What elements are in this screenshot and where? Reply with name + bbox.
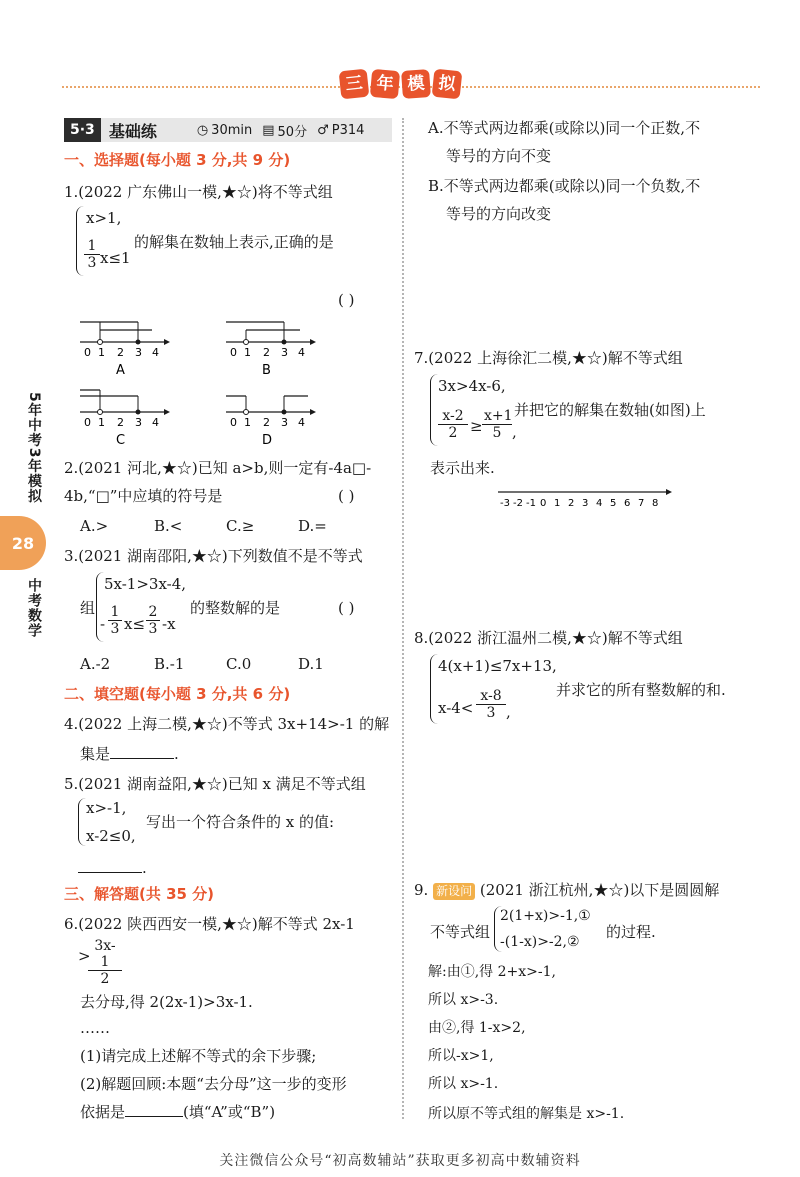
q6-fraction — [88, 938, 122, 987]
brand-char: 模 — [401, 69, 431, 99]
q3-desc: 的整数解的是 — [190, 599, 281, 617]
answer-key-icon: ♂ — [317, 122, 329, 138]
q7-number-line — [496, 486, 676, 510]
q7-tick-labels — [500, 498, 658, 509]
side-book-title: 5年中考3年模拟 — [26, 392, 42, 504]
q6-dots: …… — [80, 1019, 110, 1037]
q9-step6: 所以原不等式组的解集是 x>-1. — [428, 1106, 625, 1122]
q9-step3: 由②,得 1-x>2, — [428, 1020, 526, 1036]
tick-label: 0 — [230, 416, 237, 429]
q8-tail: 并求它的所有整数解的和. — [556, 681, 726, 699]
right-option-b-line1: B.不等式两边都乘(或除以)同一个负数,不 — [428, 177, 701, 195]
tick-label: 1 — [98, 346, 105, 359]
frac-den: 3 — [486, 705, 496, 721]
q3-option-a: A.-2 — [80, 655, 111, 673]
q9-sys1: 2(1+x)>-1,① — [500, 908, 591, 924]
q6-answer-blank[interactable] — [125, 1103, 183, 1117]
q5-answer-blank[interactable] — [78, 859, 142, 873]
q9-lead: (2021 浙江杭州,★☆)以下是圆圆解 — [479, 881, 720, 899]
page-ref-value: P314 — [331, 122, 365, 138]
frac-num: 2 — [146, 604, 160, 621]
q9-step5: 所以 x>-1. — [428, 1076, 499, 1092]
option-d-numberline — [226, 396, 316, 448]
q3-sys1: 5x-1>3x-4, — [104, 575, 187, 593]
q7-tail: 并把它的解集在数轴(如图)上 — [514, 401, 706, 419]
q3-line1: 3.(2021 湖南邵阳,★☆)下列数值不是不等式 — [64, 547, 363, 565]
q1-lead: 1.(2022 广东佛山一模,★☆)将不等式组 — [64, 183, 333, 201]
q1-line2: x≤1 — [100, 249, 131, 267]
q9-step1: 解:由①,得 2+x>-1, — [428, 964, 556, 980]
tick-label: -1 — [526, 498, 536, 509]
q6-sub3 — [80, 1102, 275, 1122]
frac-den: 3 — [148, 621, 158, 637]
tick-label: 1 — [554, 498, 561, 509]
frac-den: 5 — [492, 425, 502, 441]
tick-label: 4 — [152, 416, 159, 429]
q3-option-c: C.0 — [226, 655, 252, 673]
option-label: C — [116, 433, 126, 448]
score-value: 50分 — [277, 124, 308, 140]
option-b-numberline — [226, 322, 316, 378]
q1-desc: 的解集在数轴上表示,正确的是 — [134, 233, 334, 251]
section-page-ref — [317, 123, 364, 138]
part3-heading: 三、解答题(共 35 分) — [64, 885, 215, 903]
tick-label: 0 — [84, 346, 91, 359]
q9-sys2: -(1-x)>-2,② — [500, 934, 580, 950]
frac-num: 1 — [108, 604, 122, 621]
clock-icon: ◷ — [196, 122, 209, 138]
q8-sys2: x-4< — [438, 699, 474, 717]
q4-line1: 4.(2022 上海二模,★☆)不等式 3x+14>-1 的解 — [64, 715, 390, 733]
option-label: B — [262, 363, 271, 378]
q9-line1 — [414, 880, 719, 900]
option-label: D — [262, 433, 273, 448]
tick-label: 3 — [582, 498, 589, 509]
q8-brace — [430, 654, 438, 724]
q3-x-le: x≤ — [124, 615, 146, 633]
tick-label: 5 — [610, 498, 617, 509]
tick-label: 2 — [117, 346, 124, 359]
frac-num: 1 — [84, 238, 100, 255]
q1-number-lines — [74, 310, 374, 450]
brand-logo — [340, 70, 461, 98]
score-icon: ▤ — [262, 122, 275, 138]
tick-label: 3 — [281, 346, 288, 359]
right-option-b-line2: 等号的方向改变 — [446, 205, 552, 223]
page-number-tab — [0, 516, 46, 570]
q2-option-a: A.> — [80, 517, 109, 535]
tick-label: 0 — [84, 416, 91, 429]
time-value: 30min — [211, 122, 253, 138]
q3-option-d: D.1 — [298, 655, 324, 673]
part1-heading: 一、选择题(每小题 3 分,共 9 分) — [64, 151, 291, 169]
q3-minus-x: -x — [162, 615, 176, 633]
right-option-a-line2: 等号的方向不变 — [446, 147, 552, 165]
tick-label: 2 — [263, 416, 270, 429]
q2-option-d: D.= — [298, 517, 327, 535]
q7-frac-right — [482, 408, 512, 441]
footer-note: 关注微信公众号“初高数辅站”获取更多初高中数辅资料 — [219, 1153, 581, 1169]
q3-answer-paren: ( ) — [338, 599, 355, 617]
q9-step4: 所以-x>1, — [428, 1048, 494, 1064]
q5-sys2: x-2≤0, — [86, 827, 136, 845]
q7-brace — [430, 374, 438, 446]
tick-label: 1 — [244, 346, 251, 359]
tick-label: 4 — [298, 416, 305, 429]
section-score — [262, 121, 307, 140]
q8-fraction — [476, 688, 506, 721]
frac-den: 2 — [100, 971, 110, 987]
option-label: A — [116, 363, 125, 378]
tick-label: -3 — [500, 498, 510, 509]
q9-suffix: 的过程. — [606, 923, 656, 941]
section-title: 基础练 — [108, 121, 157, 141]
tick-label: 0 — [540, 498, 547, 509]
frac-den: 2 — [448, 425, 458, 441]
q7-comma: , — [512, 423, 517, 441]
section-badge: 5·3 — [64, 118, 101, 142]
q8-line1: 8.(2022 浙江温州二模,★☆)解不等式组 — [414, 629, 683, 647]
q3-frac-a — [108, 604, 122, 637]
brand-char: 三 — [339, 69, 370, 100]
q5-answer-line: . — [78, 858, 147, 878]
q4-line2: 集是 . — [80, 745, 179, 763]
q5-line1: 5.(2021 湖南益阳,★☆)已知 x 满足不等式组 — [64, 775, 366, 793]
frac-num: x+1 — [484, 408, 513, 424]
section-time — [197, 123, 252, 138]
q2-option-b: B.< — [154, 517, 183, 535]
column-divider — [402, 118, 404, 1119]
q7-line3: 表示出来. — [430, 459, 495, 477]
q7-frac-left — [438, 408, 468, 441]
q9-step2: 所以 x>-3. — [428, 992, 499, 1008]
option-c-numberline — [80, 390, 170, 448]
brand-char: 年 — [370, 69, 400, 99]
q9-prefix: 不等式组 — [430, 923, 491, 941]
q2-line2: 4b,“□”中应填的符号是 — [64, 487, 223, 505]
q5-brace — [78, 798, 86, 846]
brand-char: 拟 — [432, 69, 463, 100]
q2-line1: 2.(2021 河北,★☆)已知 a>b,则一定有-4a□- — [64, 459, 372, 477]
tick-label: 4 — [298, 346, 305, 359]
tick-label: 8 — [652, 498, 659, 509]
part2-heading: 二、填空题(每小题 3 分,共 6 分) — [64, 685, 291, 703]
option-a-numberline — [80, 322, 170, 378]
q8-comma: , — [506, 703, 511, 721]
tick-label: 2 — [568, 498, 575, 509]
q1-brace — [76, 206, 84, 276]
q7-line1: 7.(2022 上海徐汇二模,★☆)解不等式组 — [414, 349, 683, 367]
new-question-tag: 新设问 — [433, 883, 475, 900]
tick-label: 3 — [281, 416, 288, 429]
frac-num: x-8 — [476, 688, 506, 705]
q3-minus: - — [100, 615, 106, 633]
tick-label: 1 — [98, 416, 105, 429]
tick-label: -2 — [513, 498, 523, 509]
q1-line1: x>1, — [86, 209, 122, 227]
tick-label: 6 — [624, 498, 631, 509]
q2-answer-paren: ( ) — [338, 487, 355, 505]
q7-ge: ≥ — [470, 417, 483, 435]
tick-label: 2 — [117, 416, 124, 429]
q1-answer-paren: ( ) — [338, 291, 355, 309]
tick-label: 4 — [596, 498, 603, 509]
tick-label: 3 — [135, 416, 142, 429]
q1-fraction — [84, 238, 100, 271]
q6-line1: 6.(2022 陕西西安一模,★☆)解不等式 2x-1 — [64, 915, 355, 933]
q5-sys1: x>-1, — [86, 799, 127, 817]
q4-label: 集是 — [80, 745, 111, 763]
q6-sub3-hint: (填“A”或“B”) — [183, 1103, 276, 1121]
q3-prefix: 组 — [80, 599, 96, 617]
q2-option-c: C.≥ — [226, 517, 255, 535]
frac-num: x-2 — [438, 408, 468, 425]
q9-number: 9. — [414, 881, 429, 899]
side-subject: 中考数学 — [26, 578, 42, 638]
q5-tail: 写出一个符合条件的 x 的值: — [146, 813, 335, 831]
q6-sub1: (1)请完成上述解不等式的余下步骤; — [80, 1047, 317, 1065]
tick-label: 1 — [244, 416, 251, 429]
q8-sys1: 4(x+1)≤7x+13, — [438, 657, 557, 675]
tick-label: 2 — [263, 346, 270, 359]
right-option-a-line1: A.不等式两边都乘(或除以)同一个正数,不 — [428, 119, 701, 137]
tick-label: 3 — [135, 346, 142, 359]
page-number: 28 — [11, 533, 35, 553]
q6-step: 去分母,得 2(2x-1)>3x-1. — [80, 993, 253, 1011]
q6-sub3-label: 依据是 — [80, 1103, 126, 1121]
tick-label: 7 — [638, 498, 645, 509]
frac-den: 3 — [110, 621, 120, 637]
tick-label: 0 — [230, 346, 237, 359]
frac-den: 3 — [87, 255, 97, 271]
q7-sys1: 3x>4x-6, — [438, 377, 506, 395]
q6-gt: > — [78, 947, 91, 965]
frac-num: 3x-1 — [88, 938, 122, 971]
q6-sub2: (2)解题回顾:本题“去分母”这一步的变形 — [80, 1075, 347, 1093]
section-header-bar — [64, 118, 392, 142]
tick-label: 4 — [152, 346, 159, 359]
q4-answer-blank[interactable] — [110, 745, 174, 759]
q3-option-b: B.-1 — [154, 655, 185, 673]
q3-frac-b — [146, 604, 160, 637]
